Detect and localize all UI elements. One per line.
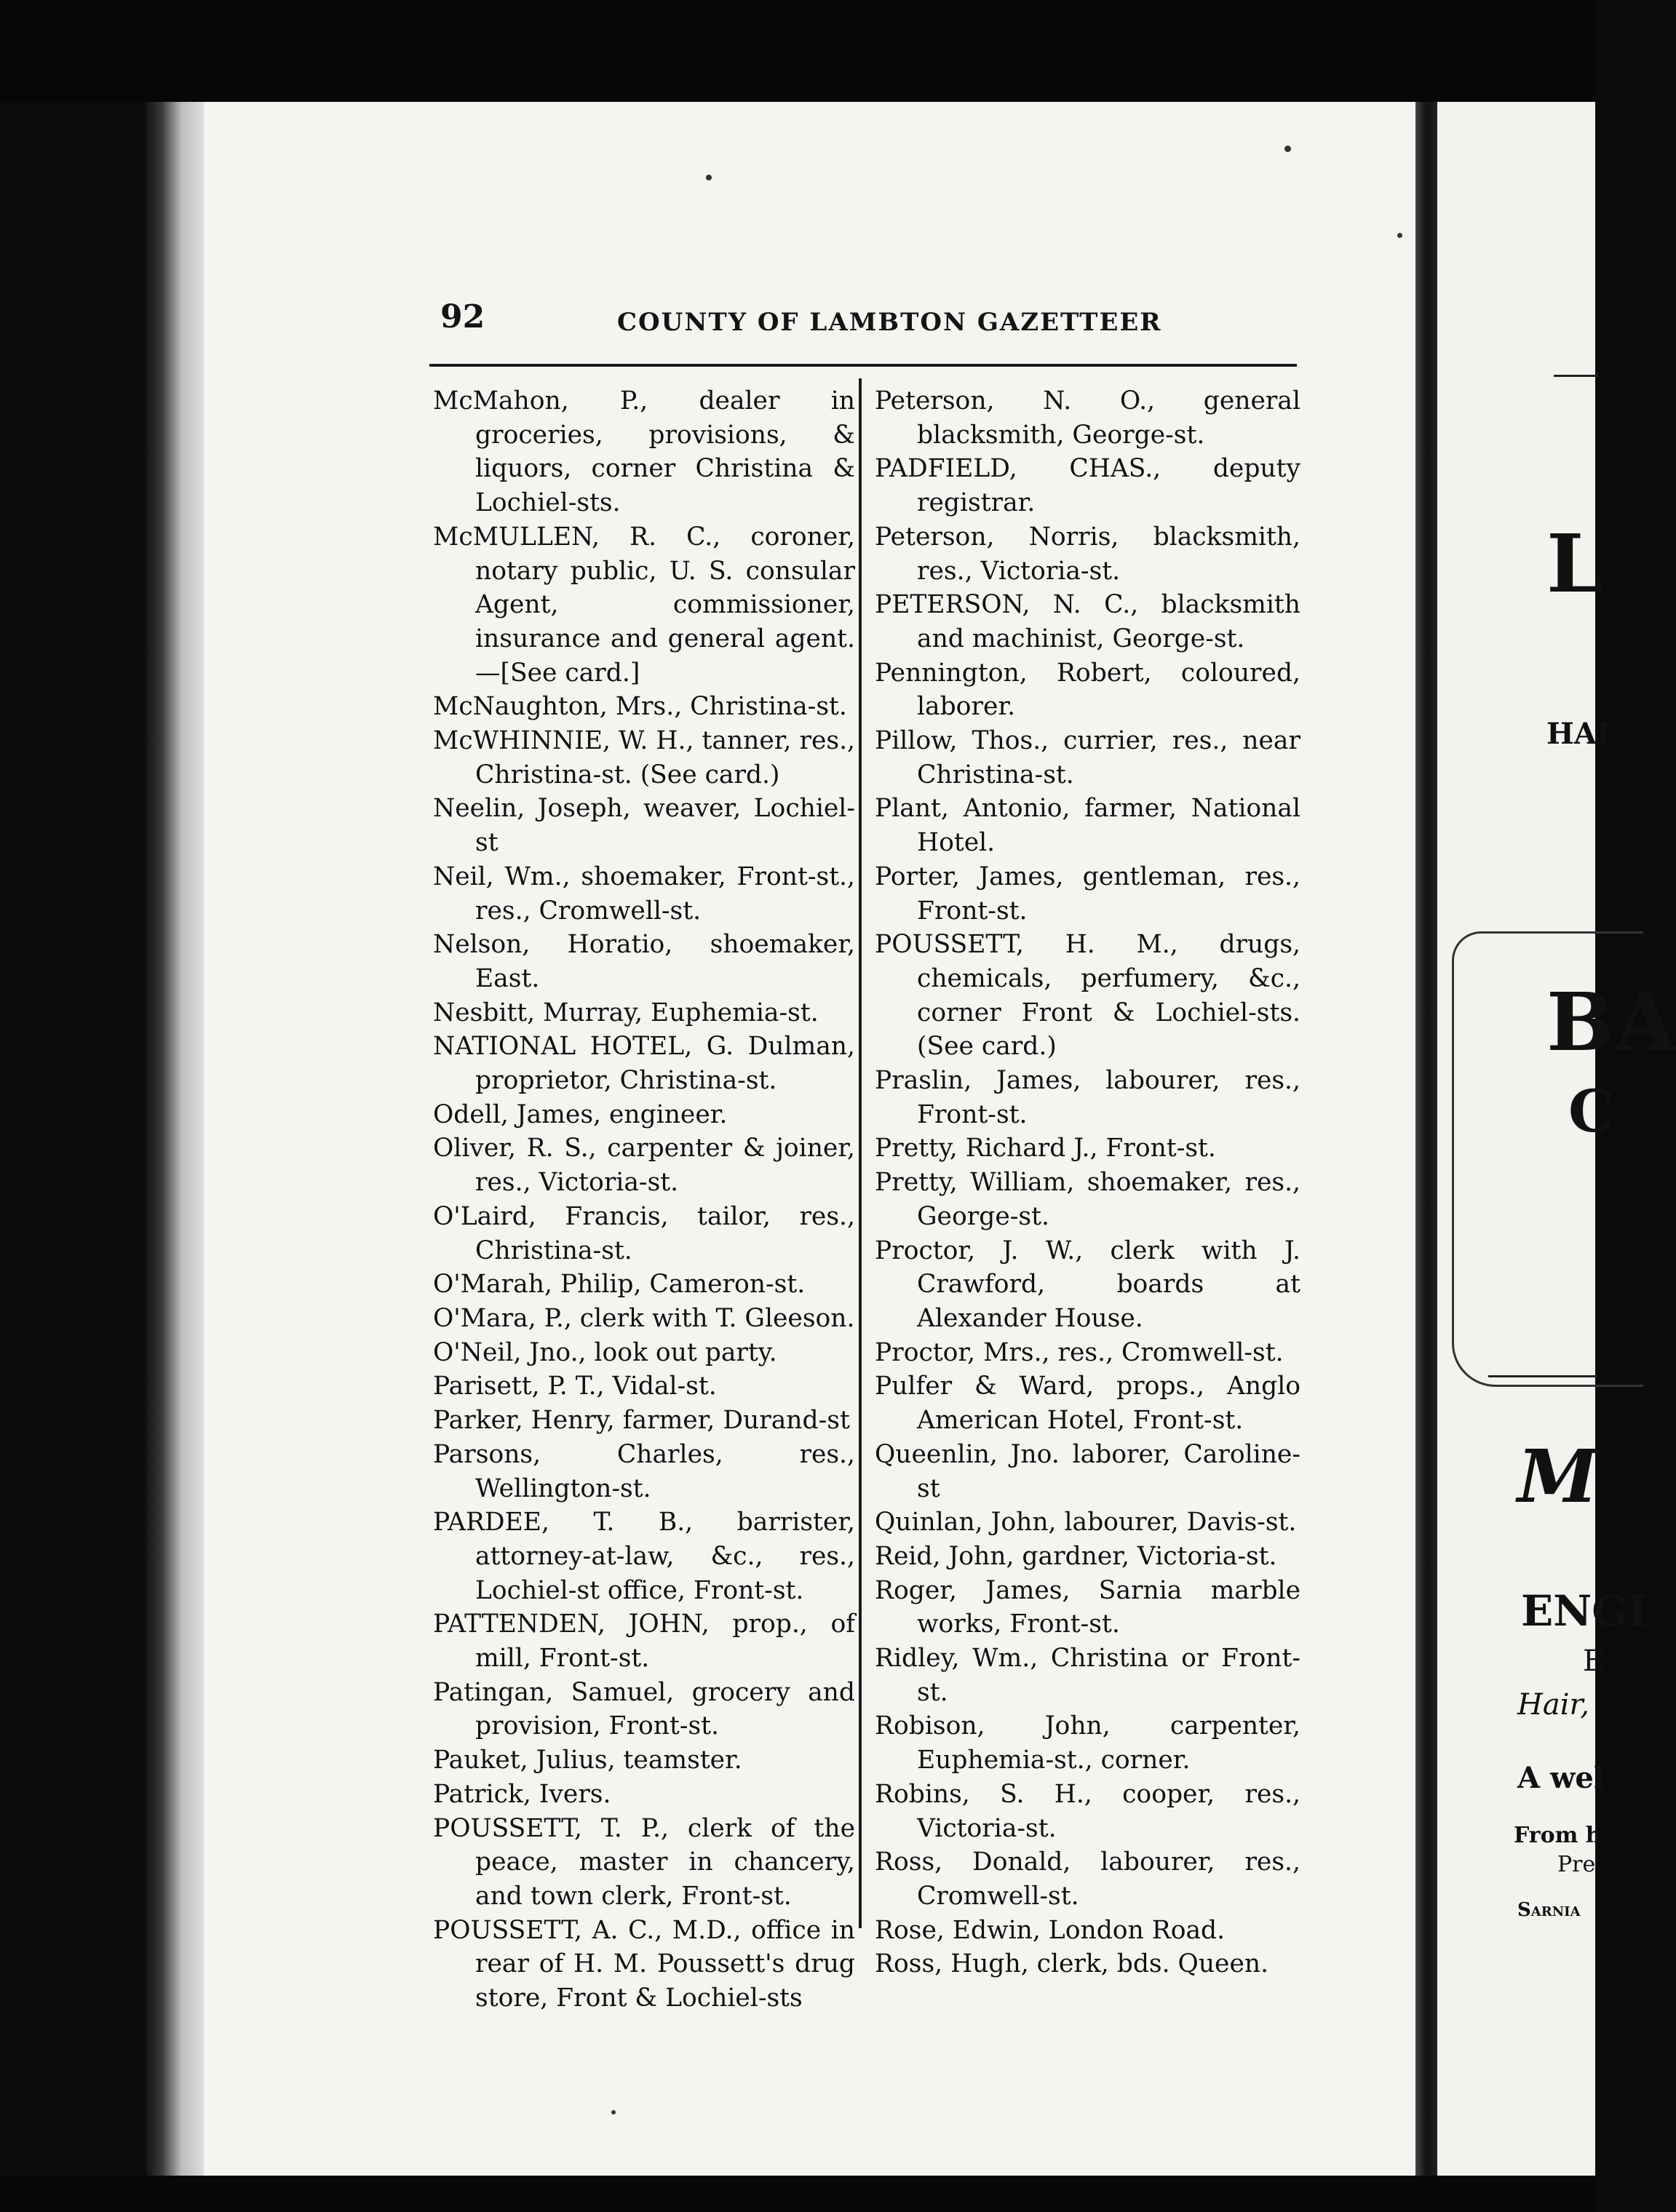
directory-entry: PETERSON, N. C., blacksmith and machinist, George-st. bbox=[875, 590, 1300, 653]
directory-entry: Nelson, Horatio, shoemaker, East. bbox=[433, 930, 855, 993]
dust-speck bbox=[1284, 146, 1291, 152]
directory-entry: Reid, John, gardner, Victoria-st. bbox=[875, 1541, 1277, 1571]
page-binding-shadow bbox=[146, 102, 211, 2176]
adjacent-text-ba: BA bbox=[1546, 975, 1676, 1069]
directory-entry: PADFIELD, CHAS., deputy registrar. bbox=[875, 454, 1300, 518]
header-rule bbox=[429, 364, 1297, 367]
directory-entry: Oliver, R. S., carpenter & joiner, res., Victoria-st. bbox=[433, 1134, 855, 1198]
directory-entry: Robison, John, carpenter, Euphemia-st., corner. bbox=[875, 1711, 1300, 1775]
scan-border-bottom bbox=[0, 2176, 1595, 2212]
directory-entry: Ross, Hugh, clerk, bds. Queen. bbox=[875, 1949, 1269, 1979]
directory-entry: Proctor, J. W., clerk with J. Crawford, boards at Alexander House. bbox=[875, 1236, 1300, 1333]
directory-entry: O'Mara, P., clerk with T. Gleeson. bbox=[433, 1303, 855, 1333]
column-divider bbox=[859, 378, 862, 1928]
directory-entry: O'Marah, Philip, Cameron-st. bbox=[433, 1270, 806, 1300]
directory-entry: Roger, James, Sarnia marble works, Front-st. bbox=[875, 1575, 1300, 1639]
directory-entry: Proctor, Mrs., res., Cromwell-st. bbox=[875, 1337, 1284, 1367]
directory-entry: Pauket, Julius, teamster. bbox=[433, 1746, 742, 1775]
directory-entry: Neil, Wm., shoemaker, Front-st., res., Cromwell-st. bbox=[433, 862, 855, 926]
directory-entry: O'Laird, Francis, tailor, res., Christina-st. bbox=[433, 1201, 855, 1265]
adjacent-letter-l: L bbox=[1546, 517, 1603, 610]
directory-entry: Parisett, P. T., Vidal-st. bbox=[433, 1372, 717, 1401]
directory-entry: Odell, James, engineer. bbox=[433, 1099, 728, 1129]
adjacent-letter-c: C bbox=[1568, 1077, 1615, 1145]
directory-entry: Robins, S. H., cooper, res., Victoria-st. bbox=[875, 1779, 1300, 1843]
directory-entry: Pennington, Robert, coloured, laborer. bbox=[875, 658, 1300, 722]
adjacent-text-from-h: From h bbox=[1514, 1823, 1602, 1848]
directory-entry: NATIONAL HOTEL, G. Dulman, proprietor, Christina-st. bbox=[433, 1032, 855, 1096]
adjacent-text-sarnia: Sarnia bbox=[1517, 1899, 1581, 1921]
directory-entry: POUSSETT, T. P., clerk of the peace, master in chancery, and town clerk, Front-st. bbox=[433, 1813, 855, 1911]
directory-entry: Peterson, N. O., general blacksmith, George-st. bbox=[875, 386, 1300, 450]
directory-entry: POUSSETT, A. C., M.D., office in rear of H. M. Poussett's drug store, Front & Lochiel-sts bbox=[433, 1915, 855, 2013]
adjacent-text-a-wel: A wel bbox=[1517, 1761, 1605, 1795]
directory-entry: Patingan, Samuel, grocery and provision, Front-st. bbox=[433, 1677, 855, 1741]
adjacent-rule bbox=[1488, 1375, 1597, 1377]
page-gutter bbox=[1415, 102, 1437, 2176]
directory-entry: Peterson, Norris, blacksmith, res., Victoria-st. bbox=[875, 522, 1300, 586]
adjacent-text-pre: Pre bbox=[1557, 1852, 1596, 1877]
directory-entry: McWHINNIE, W. H., tanner, res., Christina-st. (See card.) bbox=[433, 726, 855, 789]
directory-entry: Parker, Henry, farmer, Durand-st bbox=[433, 1406, 850, 1436]
directory-entry: O'Neil, Jno., look out party. bbox=[433, 1337, 777, 1367]
directory-entry: Porter, James, gentleman, res., Front-st. bbox=[875, 862, 1300, 926]
directory-entry: Queenlin, Jno. laborer, Caroline-st bbox=[875, 1439, 1300, 1503]
directory-entry: McMULLEN, R. C., coroner, notary public, U. S. consular Agent, commissioner, insurance and general agent.—[See card.] bbox=[433, 522, 855, 688]
directory-entry: PATTENDEN, JOHN, prop., of mill, Front-st. bbox=[433, 1610, 855, 1674]
dust-speck bbox=[1397, 233, 1402, 238]
directory-entry: Pillow, Thos., currier, res., near Christina-st. bbox=[875, 726, 1300, 789]
directory-entry: POUSSETT, H. M., drugs, chemicals, perfumery, &c., corner Front & Lochiel-sts. (See card.) bbox=[875, 930, 1300, 1062]
directory-entry: PARDEE, T. B., barrister, attorney-at-law, &c., res., Lochiel-st office, Front-st. bbox=[433, 1508, 855, 1605]
directory-entry: Rose, Edwin, London Road. bbox=[875, 1915, 1226, 1945]
directory-entry: Plant, Antonio, farmer, National Hotel. bbox=[875, 794, 1300, 858]
directory-entry: Ross, Donald, labourer, res., Cromwell-st. bbox=[875, 1847, 1300, 1911]
directory-entry: Praslin, James, labourer, res., Front-st. bbox=[875, 1066, 1300, 1129]
directory-entry: McNaughton, Mrs., Christina-st. bbox=[433, 692, 847, 722]
directory-entry: Neelin, Joseph, weaver, Lochiel-st bbox=[433, 794, 855, 858]
directory-entry: Pulfer & Ward, props., Anglo American Hotel, Front-st. bbox=[875, 1372, 1300, 1436]
directory-entry: McMahon, P., dealer in groceries, provisions, & liquors, corner Christina & Lochiel-sts. bbox=[433, 386, 855, 518]
adjacent-text-engi: ENGI bbox=[1521, 1586, 1648, 1636]
directory-entry: Pretty, William, shoemaker, res., George-st. bbox=[875, 1168, 1300, 1231]
adjacent-page-fragment bbox=[1437, 102, 1676, 2176]
dust-speck bbox=[706, 175, 712, 180]
directory-entry: Patrick, Ivers. bbox=[433, 1779, 611, 1809]
right-column bbox=[875, 384, 1300, 1981]
left-column bbox=[433, 384, 855, 2016]
adjacent-rule bbox=[1554, 375, 1597, 377]
adjacent-text-hair: Hair, bbox=[1517, 1688, 1589, 1722]
adjacent-text-hai: HAI bbox=[1546, 717, 1611, 751]
dust-speck bbox=[611, 2110, 616, 2114]
directory-entry: Quinlan, John, labourer, Davis-st. bbox=[875, 1508, 1297, 1537]
scan-border-top bbox=[0, 0, 1595, 102]
directory-entry: Pretty, Richard J., Front-st. bbox=[875, 1134, 1216, 1163]
directory-entry: Nesbitt, Murray, Euphemia-st. bbox=[433, 998, 819, 1027]
directory-entry: Ridley, Wm., Christina or Front-st. bbox=[875, 1644, 1300, 1707]
adjacent-ornate-m: M bbox=[1517, 1433, 1598, 1519]
directory-entry: Parsons, Charles, res., Wellington-st. bbox=[433, 1439, 855, 1503]
running-head: COUNTY OF LAMBTON GAZETTEER bbox=[617, 308, 1162, 337]
adjacent-letter-e: E bbox=[1583, 1644, 1605, 1678]
page-number: 92 bbox=[440, 298, 485, 335]
